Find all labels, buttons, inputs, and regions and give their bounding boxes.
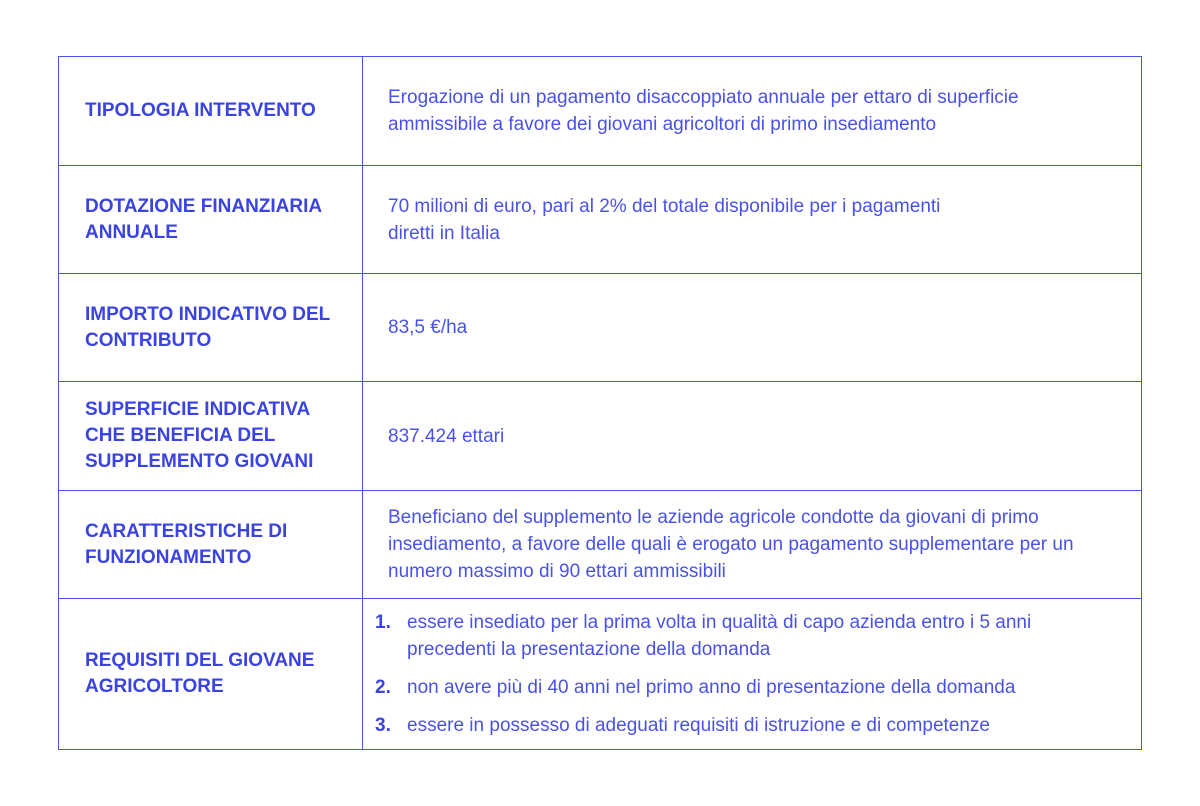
list-item-number: 2. <box>375 677 391 698</box>
table-row-importo <box>59 274 1142 382</box>
row-value: 837.424 ettari <box>363 382 1142 491</box>
info-table <box>58 56 1142 750</box>
row-label: REQUISITI DEL GIOVANE AGRICOLTORE <box>59 599 363 750</box>
table-row-dotazione <box>59 166 1142 274</box>
requisiti-list-cell <box>363 599 1142 750</box>
row-label: TIPOLOGIA INTERVENTO <box>59 57 363 166</box>
list-item <box>375 609 1121 663</box>
list-item <box>375 712 1121 739</box>
row-label: SUPERFICIE INDICATIVA CHE BENEFICIA DEL SUPPLEMENTO GIOVANI <box>59 382 363 491</box>
table-row-tipologia <box>59 57 1142 166</box>
list-item-number: 1. <box>375 612 391 633</box>
list-item <box>375 674 1121 701</box>
row-label: CARATTERISTICHE DI FUNZIONAMENTO <box>59 491 363 599</box>
row-label: IMPORTO INDICATIVO DEL CONTRIBUTO <box>59 274 363 382</box>
list-item-text: non avere più di 40 anni nel primo anno di presentazione della domanda <box>407 677 1016 698</box>
row-value: 83,5 €/ha <box>363 274 1142 382</box>
requisiti-list <box>375 609 1121 739</box>
table-row-superficie <box>59 382 1142 491</box>
list-item-number: 3. <box>375 715 391 736</box>
table-row-caratteristiche <box>59 491 1142 599</box>
row-value: Beneficiano del supplemento le aziende agricole condotte da giovani di primo insediamento, a favore delle quali è erogato un pagamento supplementare per un numero massimo di 90 ettari ammissibili <box>363 491 1142 599</box>
list-item-text: essere insediato per la prima volta in qualità di capo azienda entro i 5 anni precedenti la presentazione della domanda <box>407 612 1032 660</box>
list-item-text: essere in possesso di adeguati requisiti di istruzione e di competenze <box>407 715 990 736</box>
table-row-requisiti <box>59 599 1142 750</box>
row-value: 70 milioni di euro, pari al 2% del totale disponibile per i pagamenti diretti in Italia <box>363 166 1142 274</box>
row-label: DOTAZIONE FINANZIARIA ANNUALE <box>59 166 363 274</box>
row-value: Erogazione di un pagamento disaccoppiato annuale per ettaro di superficie ammissibile a favore dei giovani agricoltori di primo insediamento <box>363 57 1142 166</box>
